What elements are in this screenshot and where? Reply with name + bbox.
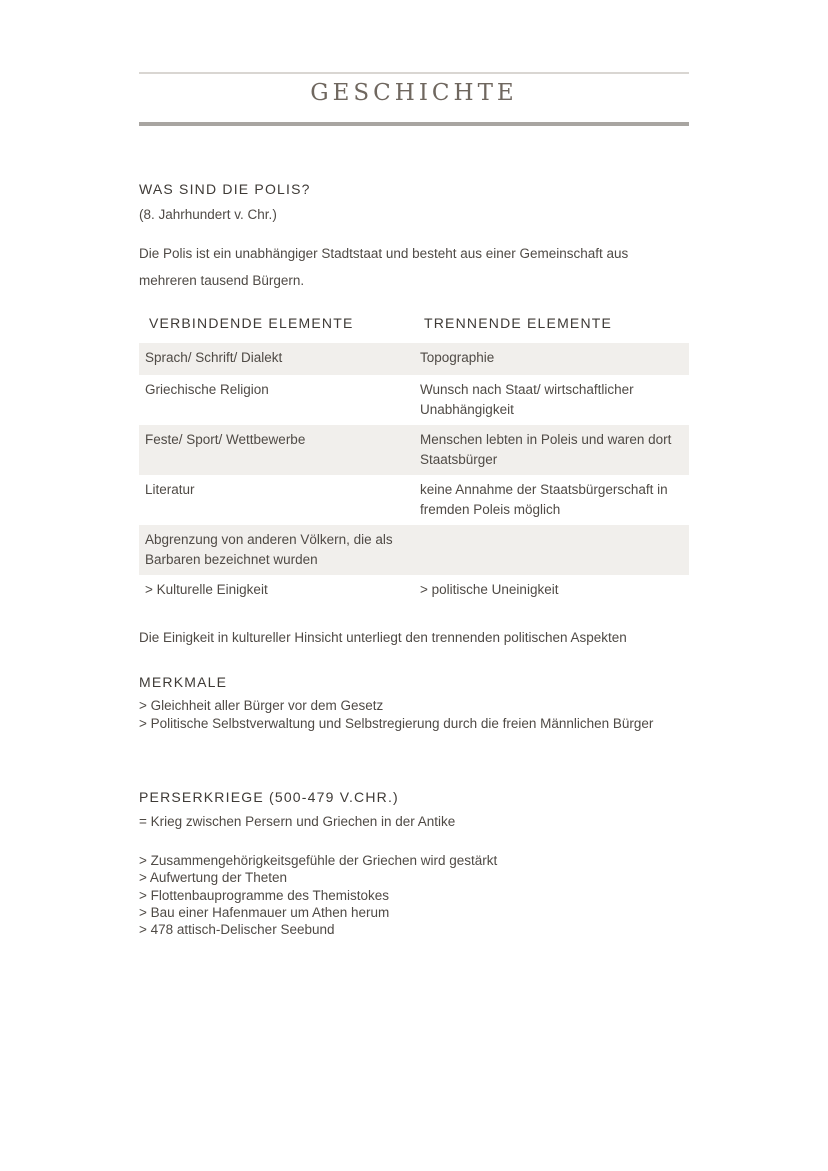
list-item: > Zusammengehörigkeitsgefühle der Griechen wird gestärkt [139,853,498,868]
table-row [139,475,689,525]
polis-date: (8. Jahrhundert v. Chr.) [139,207,277,222]
table-header-verbindend: VERBINDENDE ELEMENTE [149,315,354,331]
table-header-trennend: TRENNENDE ELEMENTE [424,315,613,331]
table-row [139,575,689,607]
header-top-rule [139,72,689,74]
table-row [139,375,689,425]
polis-intro-line-2: mehreren tausend Bürgern. [139,273,305,288]
merkmale-heading: MERKMALE [139,674,228,690]
perser-definition: = Krieg zwischen Persern und Griechen in der Antike [139,814,456,829]
table-cell: Menschen lebten in Poleis und waren dort Staatsbürger [420,432,672,467]
table-cell: Literatur [145,482,195,497]
table-cell: Sprach/ Schrift/ Dialekt [145,350,283,365]
perser-heading: PERSERKRIEGE (500-479 V.CHR.) [139,789,399,805]
list-item: > Gleichheit aller Bürger vor dem Gesetz [139,698,384,713]
list-item: > Flottenbauprogramme des Themistokes [139,888,390,903]
list-item: > Bau einer Hafenmauer um Athen herum [139,905,390,920]
header-bottom-rule [139,122,689,126]
list-item: > 478 attisch-Delischer Seebund [139,922,335,937]
summary-text: Die Einigkeit in kultureller Hinsicht unterliegt den trennenden politischen Aspekten [139,630,627,645]
table-cell: Topographie [420,350,495,365]
table-cell: > politische Uneinigkeit [420,582,559,597]
table-row [139,425,689,475]
table-cell: Griechische Religion [145,382,269,397]
polis-heading: WAS SIND DIE POLIS? [139,181,311,197]
table-cell: Wunsch nach Staat/ wirtschaftlicher Unabhängigkeit [420,382,634,417]
table-row [139,343,689,375]
table-cell: keine Annahme der Staatsbürgerschaft in fremden Poleis möglich [420,482,668,517]
list-item: > Politische Selbstverwaltung und Selbstregierung durch die freien Männlichen Bürger [139,716,654,731]
table-cell: Feste/ Sport/ Wettbewerbe [145,432,306,447]
table-cell: Abgrenzung von anderen Völkern, die als Barbaren bezeichnet wurden [145,532,393,567]
table-cell: > Kulturelle Einigkeit [145,582,268,597]
polis-intro-line-1: Die Polis ist ein unabhängiger Stadtstaat und besteht aus einer Gemeinschaft aus [139,246,629,261]
page-title: GESCHICHTE [310,80,518,106]
list-item: > Aufwertung der Theten [139,870,287,885]
table-row [139,525,689,575]
